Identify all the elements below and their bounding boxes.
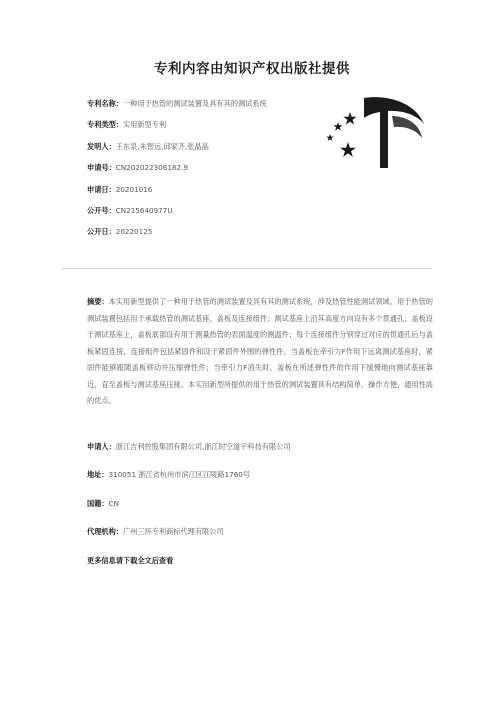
patent-meta: [87, 99, 267, 249]
meta-label: 发明人：: [87, 141, 116, 151]
field-address: [87, 470, 433, 498]
meta-value: 一种用于热管的测试装置及具有其的测试系统: [122, 99, 267, 108]
meta-label: 公开日：: [87, 227, 116, 237]
abstract-label: 摘要：: [87, 297, 109, 306]
ipph-logo-icon: [318, 94, 428, 169]
meta-row-application-date: [87, 185, 267, 206]
meta-row-name: [87, 99, 267, 120]
meta-value: 王东泉,朱智远,邱家齐,张晶晶: [115, 141, 209, 151]
star-icon: [333, 122, 342, 131]
meta-value: CN215640977U: [115, 205, 173, 215]
meta-row-application-no: [87, 163, 267, 184]
field-label: 地址：: [87, 470, 109, 480]
star-icon: [340, 142, 356, 157]
meta-label: 申请号：: [87, 163, 116, 173]
meta-row-publication-no: [87, 206, 267, 227]
field-nationality: [87, 499, 433, 527]
page-title: 专利内容由知识产权出版社提供: [154, 61, 350, 77]
meta-row-type: [87, 120, 267, 141]
meta-value: 20201016: [115, 184, 153, 194]
more-info-link[interactable]: 更多信息请下载全文后查看: [87, 555, 174, 565]
star-icon: [343, 112, 356, 125]
field-label: 国籍：: [87, 498, 109, 508]
meta-label: 专利名称：: [87, 99, 123, 108]
meta-value: 实用新型专利: [122, 120, 167, 130]
field-applicant: [87, 442, 433, 470]
applicant-fields: [87, 442, 433, 566]
field-value: 浙江吉利控股集团有限公司,浙江时空道宇科技有限公司: [115, 442, 291, 451]
emblem-arc-icon: [364, 97, 424, 168]
meta-row-publication-date: [87, 227, 267, 248]
abstract-text: 本实用新型提供了一种用于热管的测试装置及具有其的测试系统，涉及热管性能测试领域。用于热管的测试装置包括用于承载热管的测试基座、盖板及连接组件；测试基座上沿其高度方向设有多个贯通孔；盖板设于测试基座上，盖板底部设有用于测量热管的表面温度的测温件；每个连接组件分别穿过对应的贯通孔后与盖板紧固连接，连接组件包括紧固件和设于紧固件外围的弹性件。当盖板在牵引力F作用下远离测试基座时，紧固件能够跟随盖板移动并压缩弹性件；当牵引力F消失时，盖板在所述弹性件的作用下缓慢地向测试基座靠近，直至盖板与测试基座压接。本实用新型所提供的用于热管的测试装置具有结构简单、操作方便、通用性高的优点。: [87, 297, 433, 405]
meta-label: 申请日：: [87, 184, 116, 194]
field-agency: [87, 527, 433, 555]
field-value: 广州三环专利商标代理有限公司: [122, 527, 224, 537]
field-value: 310051 浙江省杭州市滨江区江陵路1760号: [108, 470, 251, 480]
meta-value: CN202022306182.9: [115, 163, 188, 173]
meta-value: 20220125: [115, 227, 153, 237]
meta-row-inventors: [87, 142, 267, 163]
field-label: 申请人：: [87, 442, 116, 451]
meta-label: 专利类型：: [87, 120, 123, 130]
divider: [62, 268, 432, 269]
abstract-block: [87, 294, 433, 410]
field-value: CN: [108, 498, 119, 508]
star-icon: [326, 134, 334, 141]
meta-label: 公开号：: [87, 205, 116, 215]
field-label: 代理机构：: [87, 527, 123, 537]
emblem-curve-icon: [392, 116, 422, 138]
